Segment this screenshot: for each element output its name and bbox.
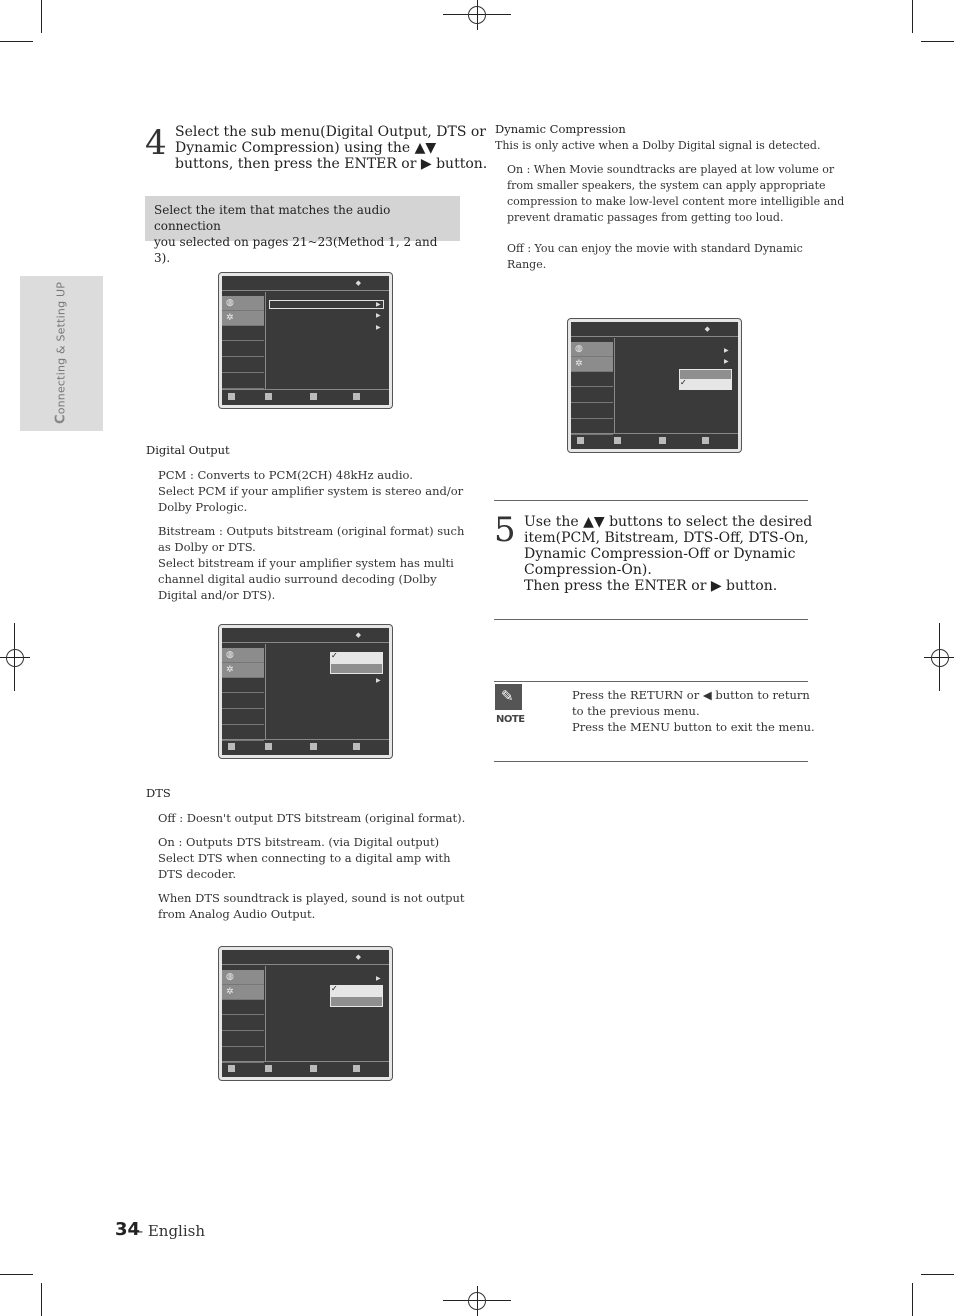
remote-button-icon	[265, 1065, 272, 1072]
screen-menu-item	[222, 1032, 264, 1047]
arrow-right-icon: ▶	[376, 301, 381, 308]
menu-screen-dynamic-compression	[568, 319, 741, 452]
screen-menu-item	[222, 374, 264, 389]
option-dts-off	[330, 985, 383, 996]
screen-title-bar	[222, 950, 389, 965]
arrow-right-icon: ▶	[724, 347, 729, 354]
remote-button-icon	[310, 393, 317, 400]
dts-off-text: Off : Doesn't output DTS bitstream (original format).	[158, 811, 466, 825]
digital-output-heading: Digital Output	[146, 443, 230, 457]
screen-menu-setup-icon: ✲	[222, 663, 264, 678]
remote-button-icon	[659, 437, 666, 444]
dynamic-compression-on-text: On : When Movie soundtracks are played at low volume or from smaller speakers, the system can apply appropriate compression to make low-level content more intelligible and prevent dramatic passages from getting too loud.	[507, 163, 845, 224]
screen-title-bar	[571, 322, 738, 337]
screen-menu-disc-icon: ◍	[571, 342, 613, 357]
dynamic-compression-heading: Dynamic Compression	[495, 122, 626, 136]
screen-menu-item	[222, 326, 264, 341]
step-5-number: 5	[494, 510, 516, 550]
dts-on-text: On : Outputs DTS bitstream. (via Digital output) Select DTS when connecting to a digital amp with DTS decoder.	[158, 835, 451, 881]
screen-sidebar	[222, 966, 264, 1061]
remote-button-icon	[310, 743, 317, 750]
screen-title-bar	[222, 628, 389, 643]
arrow-right-icon: ▶	[376, 312, 381, 319]
screen-sidebar	[222, 292, 264, 389]
crop-mark	[0, 41, 33, 42]
registration-circle	[931, 649, 949, 667]
screen-menu-setup-icon: ✲	[222, 311, 264, 326]
note-bottom-rule	[494, 761, 808, 762]
remote-button-icon	[702, 437, 709, 444]
digital-output-pcm-text: PCM : Converts to PCM(2CH) 48kHz audio. Select PCM if your amplifier system is stereo and/or Dolby Prologic.	[158, 468, 464, 514]
remote-button-icon	[228, 393, 235, 400]
step-4-number: 4	[145, 123, 167, 163]
diamond-icon: ◆	[704, 325, 710, 333]
crop-mark	[41, 1283, 42, 1316]
note-label: NOTE	[496, 714, 525, 725]
dts-note-text: When DTS soundtrack is played, sound is not output from Analog Audio Output.	[158, 891, 465, 921]
screen-sidebar	[222, 644, 264, 739]
screen-menu-item	[571, 404, 613, 419]
remote-button-icon	[310, 1065, 317, 1072]
step-4-instructions: Select the sub menu(Digital Output, DTS or Dynamic Compression) using the ▲▼ buttons, then press the ENTER or ▶ button.	[175, 124, 488, 172]
screen-menu-item	[222, 1000, 264, 1015]
screen-menu-item	[222, 678, 264, 693]
section-tab-label: Connecting & Setting UP	[53, 281, 69, 425]
arrow-right-icon: ▶	[376, 975, 381, 982]
arrow-right-icon: ▶	[376, 324, 381, 331]
diamond-icon: ◆	[355, 953, 361, 961]
remote-button-icon	[353, 1065, 360, 1072]
screen-menu-item	[222, 710, 264, 725]
screen-button-bar	[222, 739, 389, 755]
crop-mark	[912, 1283, 913, 1316]
screen-menu-setup-icon: ✲	[222, 985, 264, 1000]
crop-mark	[0, 1274, 33, 1275]
screen-button-bar	[222, 389, 389, 405]
note-top-rule	[494, 681, 808, 682]
screen-menu-item	[222, 1016, 264, 1031]
registration-circle	[468, 1292, 486, 1310]
dynamic-compression-intro: This is only active when a Dolby Digital signal is detected.	[495, 139, 821, 152]
screen-menu-item	[571, 372, 613, 387]
screen-menu-item	[222, 358, 264, 373]
remote-button-icon	[228, 743, 235, 750]
remote-button-icon	[353, 743, 360, 750]
screen-menu-disc-icon: ◍	[222, 296, 264, 311]
option-bitstream	[330, 663, 383, 674]
dts-heading: DTS	[146, 786, 171, 800]
screen-sidebar	[571, 338, 613, 433]
screen-menu-disc-icon: ◍	[222, 648, 264, 663]
callout-text: Select the item that matches the audio connection you selected on pages 21~23(Method 1, 2 and 3).	[154, 203, 438, 265]
crop-mark	[921, 1274, 954, 1275]
note-pencil-icon: ✎	[495, 684, 522, 710]
digital-output-bitstream-text: Bitstream : Outputs bitstream (original format) such as Dolby or DTS. Select bitstream if your amplifier system has multi channel digital audio surround decoding (Dolby Digital and/or DTS).	[158, 524, 465, 602]
screen-menu-item	[571, 388, 613, 403]
remote-button-icon	[265, 393, 272, 400]
check-icon: ✓	[331, 984, 338, 993]
highlight-bar	[269, 300, 384, 309]
page-number: 34	[115, 1219, 141, 1240]
menu-screen-digital-output	[219, 625, 392, 758]
callout-box	[145, 196, 460, 265]
note-text: Press the RETURN or ◀ button to return to the previous menu. Press the MENU button to exit the menu.	[572, 688, 815, 734]
menu-screen-dts	[219, 947, 392, 1080]
divider	[494, 500, 808, 501]
crop-mark	[41, 0, 42, 33]
dynamic-compression-off-text: Off : You can enjoy the movie with standard Dynamic Range.	[507, 242, 803, 271]
page-language: - English	[138, 1222, 206, 1240]
screen-button-bar	[571, 433, 738, 449]
remote-button-icon	[228, 1065, 235, 1072]
divider	[494, 619, 808, 620]
screen-menu-disc-icon: ◍	[222, 970, 264, 985]
diamond-icon: ◆	[355, 279, 361, 287]
registration-circle	[468, 6, 486, 24]
option-dts-on	[330, 996, 383, 1007]
crop-mark	[921, 41, 954, 42]
crop-mark	[912, 0, 913, 33]
remote-button-icon	[265, 743, 272, 750]
screen-menu-item	[222, 342, 264, 357]
screen-menu-item	[222, 694, 264, 709]
step-5-instructions: Use the ▲▼ buttons to select the desired item(PCM, Bitstream, DTS-Off, DTS-On, Dynamic Compression-Off or Dynamic Compression-On). Then press the ENTER or ▶ button.	[524, 514, 813, 594]
check-icon: ✓	[331, 651, 338, 660]
registration-circle	[6, 649, 24, 667]
screen-button-bar	[222, 1061, 389, 1077]
screen-title-bar	[222, 276, 389, 291]
remote-button-icon	[353, 393, 360, 400]
arrow-right-icon: ▶	[376, 677, 381, 684]
option-compression-off	[679, 379, 732, 390]
remote-button-icon	[577, 437, 584, 444]
diamond-icon: ◆	[355, 631, 361, 639]
arrow-right-icon: ▶	[724, 358, 729, 365]
screen-menu-setup-icon: ✲	[571, 357, 613, 372]
option-pcm	[330, 652, 383, 663]
menu-screen-audio-setup	[219, 273, 392, 408]
check-icon: ✓	[680, 378, 687, 387]
remote-button-icon	[614, 437, 621, 444]
